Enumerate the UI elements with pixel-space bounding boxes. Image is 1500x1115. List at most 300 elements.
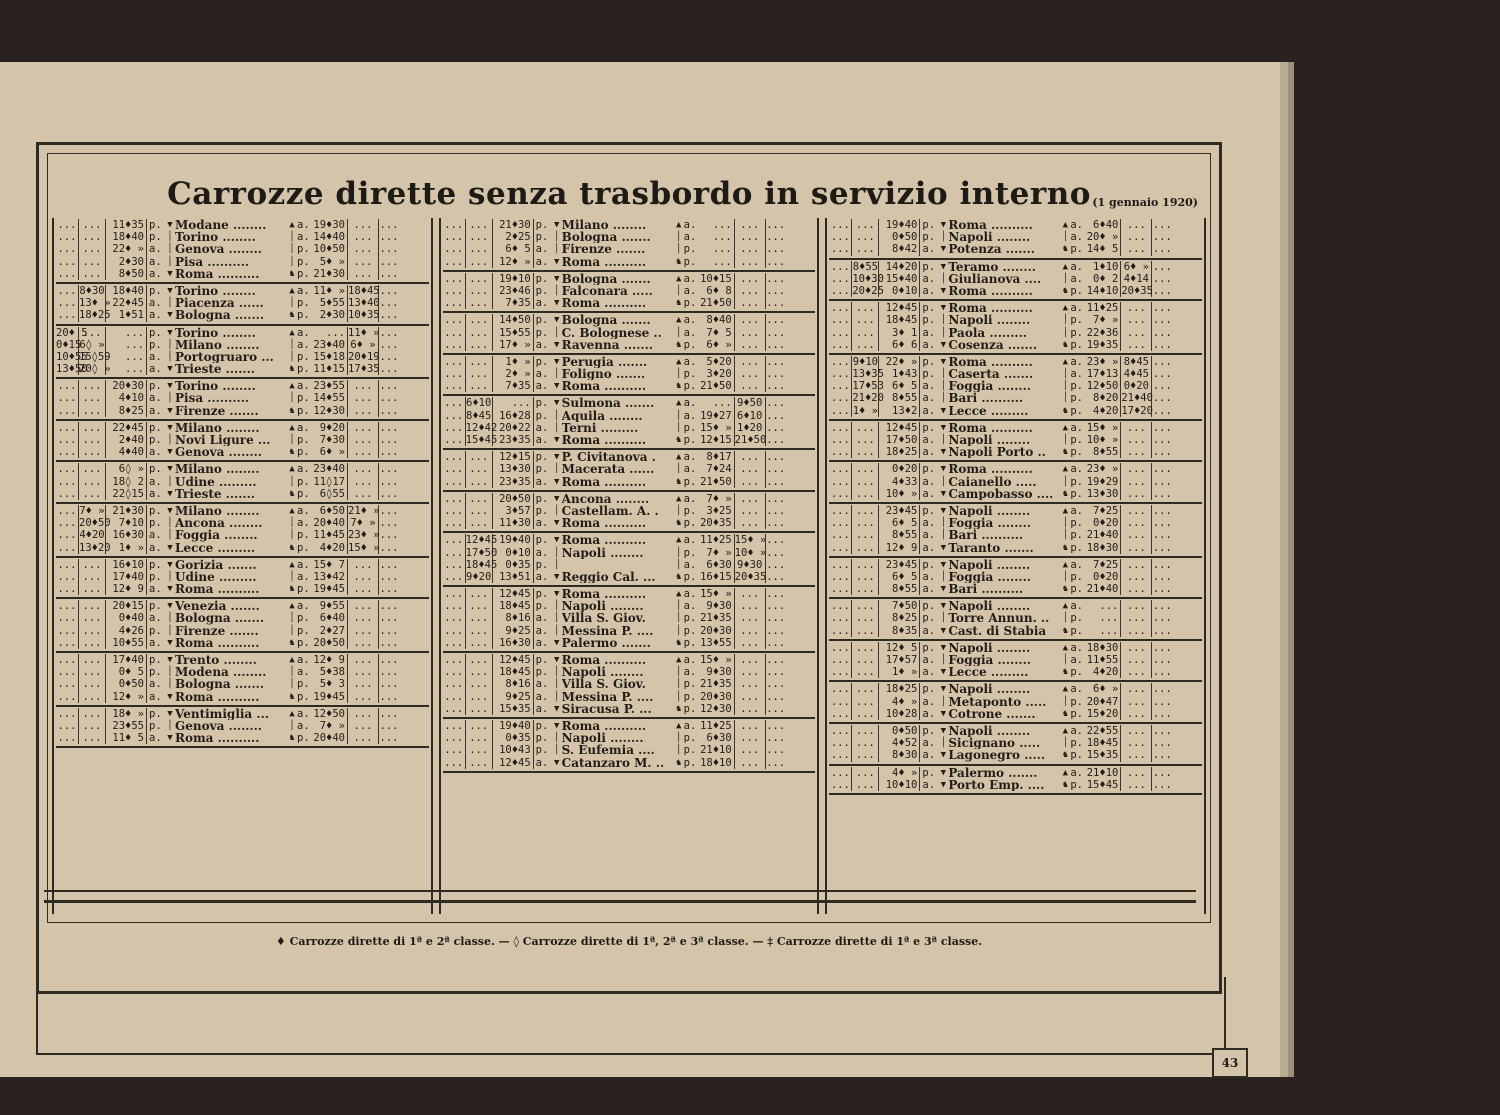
time-cell-5: ... — [348, 559, 379, 571]
arr-dep-flag: p. — [683, 678, 697, 691]
time-cell-1: ... — [829, 725, 852, 737]
time-cell-6: ... — [1152, 463, 1172, 476]
return-time: 20♦47 — [1082, 696, 1121, 708]
departure-time: 0♦35 — [493, 732, 534, 744]
route-row — [829, 749, 1202, 761]
station-name: Palermo ....... — [561, 636, 651, 650]
station-name: Roma .......... — [175, 690, 260, 703]
time-cell-2: ... — [79, 488, 106, 500]
up-arrow-icon: ▲ — [675, 452, 682, 463]
line-icon: ♞ — [1062, 625, 1069, 636]
return-time: 21♦50 — [696, 380, 735, 392]
line-icon: ▼ — [940, 244, 947, 255]
dep-arr-flag: a. — [149, 297, 162, 310]
up-arrow-icon: ▲ — [675, 398, 682, 409]
time-cell-5: ... — [1121, 231, 1152, 243]
departure-time: 13♦2 — [879, 405, 920, 417]
time-cell-6: ... — [379, 463, 399, 476]
time-cell-5: 20♦35 — [1121, 284, 1153, 297]
time-cell-5: ... — [348, 678, 379, 690]
departure-time: 18♦45 — [879, 314, 920, 326]
dep-arr-flag: a. — [149, 363, 162, 376]
route-row — [829, 339, 1202, 351]
return-time: 7♦ » — [696, 493, 735, 505]
arr-dep-flag: p. — [1070, 243, 1083, 256]
time-cell-6: ... — [766, 451, 786, 464]
arr-dep-flag: p. — [1070, 778, 1083, 791]
time-cell-5: ... — [735, 691, 766, 703]
line-icon: │ — [553, 733, 560, 744]
time-cell-2: ... — [852, 219, 879, 231]
time-cell-2: 1♦ » — [852, 404, 878, 417]
time-cell-1: ... — [829, 542, 852, 554]
line-icon: ♞ — [1062, 405, 1069, 416]
time-cell-5: ... — [1121, 767, 1152, 779]
departure-time: 12♦ 5 — [879, 642, 920, 654]
arr-dep-flag: a. — [683, 600, 697, 613]
time-cell-1: ... — [443, 422, 466, 434]
time-cell-2: ... — [852, 231, 879, 243]
time-cell-5: ... — [1121, 476, 1152, 488]
time-cell-6: ... — [766, 475, 786, 488]
time-cell-6: ... — [379, 678, 399, 691]
line-icon: │ — [167, 476, 173, 487]
time-cell-5: 15♦ » — [734, 534, 767, 547]
line-icon: │ — [940, 613, 947, 624]
dep-arr-flag: p. — [535, 600, 549, 613]
dep-arr-flag: p. — [922, 558, 935, 571]
dep-arr-flag: a. — [535, 475, 549, 488]
route-block — [443, 313, 816, 355]
time-cell-1: ... — [443, 219, 466, 231]
line-icon: │ — [675, 232, 682, 243]
time-cell-2: ... — [79, 256, 106, 268]
route-row — [829, 488, 1202, 500]
arr-dep-flag: p. — [1070, 475, 1083, 488]
line-icon: ♞ — [1062, 667, 1069, 678]
departure-time: 0♦20 — [879, 463, 920, 475]
departure-time: ... — [106, 351, 147, 363]
dep-arr-flag: p. — [535, 666, 549, 679]
time-cell-2: ... — [466, 600, 493, 612]
arr-dep-flag: p. — [297, 612, 310, 625]
dep-arr-flag: a. — [535, 690, 549, 703]
route-row — [56, 708, 429, 720]
departure-time: 14♦50 — [493, 314, 534, 326]
time-cell-5: ... — [348, 463, 379, 475]
dep-arr-flag: a. — [535, 624, 549, 637]
arr-dep-flag: a. — [297, 600, 310, 613]
arr-dep-flag: a. — [683, 326, 697, 339]
time-cell-2: ... — [852, 505, 879, 517]
time-cell-6: ... — [766, 243, 786, 256]
time-cell-2: ... — [852, 600, 879, 612]
time-cell-6: ... — [379, 231, 399, 244]
dep-arr-flag: a. — [922, 624, 935, 637]
return-time: ... — [696, 256, 735, 268]
time-cell-1: ... — [443, 720, 466, 732]
time-cell-2: ... — [852, 422, 879, 434]
station-name: Teramo ........ — [948, 260, 1036, 273]
line-icon: │ — [553, 691, 560, 702]
return-time: 11♦55 — [1082, 654, 1121, 666]
dep-arr-flag: p. — [535, 284, 549, 297]
return-time: 9♦30 — [696, 600, 735, 612]
time-cell-1: ... — [56, 654, 79, 666]
station-name: Roma .......... — [948, 284, 1033, 298]
departure-time: 0♦50 — [879, 725, 920, 737]
line-icon: ♞ — [289, 691, 295, 702]
station-name: Napoli ........ — [561, 546, 644, 559]
station-name: Metaponto ..... — [948, 695, 1047, 708]
time-cell-1: ... — [443, 678, 466, 690]
departure-time: 1♦ » — [879, 666, 920, 678]
time-cell-2: ... — [852, 612, 879, 624]
dep-arr-flag: p. — [149, 666, 162, 679]
line-icon: │ — [940, 655, 947, 665]
route-row — [56, 363, 429, 375]
time-cell-1: ... — [56, 678, 79, 690]
arr-dep-flag: p. — [1070, 749, 1083, 762]
time-cell-6: ... — [1152, 695, 1172, 708]
station-name: Roma .......... — [175, 267, 260, 280]
time-cell-6: ... — [1152, 583, 1172, 596]
route-row — [829, 285, 1202, 297]
arr-dep-flag: p. — [1070, 541, 1083, 554]
dep-arr-flag: p. — [535, 654, 549, 666]
time-cell-1: ... — [829, 392, 852, 404]
time-cell-5: ... — [348, 666, 379, 678]
time-cell-6: ... — [766, 546, 786, 559]
departure-time: 0♦35 — [493, 559, 534, 571]
line-icon: │ — [289, 667, 295, 678]
arr-dep-flag: p. — [683, 243, 697, 256]
line-icon: │ — [1062, 476, 1069, 487]
station-name: Roma .......... — [561, 517, 647, 530]
time-cell-1: ... — [829, 368, 852, 380]
down-arrow-icon: ▼ — [940, 220, 947, 230]
dep-arr-flag: p. — [535, 588, 549, 601]
station-name: Napoli ........ — [948, 314, 1031, 327]
time-cell-1: ... — [56, 732, 79, 744]
time-cell-1: ... — [443, 534, 466, 546]
down-arrow-icon: ▼ — [553, 315, 560, 326]
down-arrow-icon: ▼ — [553, 398, 560, 409]
time-cell-5: ... — [348, 405, 379, 417]
return-time: 7♦ » — [309, 720, 348, 732]
station-name: Napoli Porto .. — [948, 446, 1046, 459]
line-icon: │ — [675, 745, 682, 756]
time-cell-6: ... — [766, 463, 786, 476]
time-cell-2: ... — [466, 732, 493, 744]
line-icon: ♞ — [289, 733, 295, 744]
route-row — [443, 757, 816, 769]
return-time: 21♦30 — [309, 268, 348, 280]
time-cell-5: ... — [1121, 463, 1152, 475]
time-cell-5: ... — [1121, 517, 1152, 529]
arr-dep-flag: a. — [683, 492, 697, 505]
return-time: 7♦ » — [1082, 314, 1121, 326]
line-icon: │ — [167, 244, 173, 255]
line-icon: │ — [675, 327, 682, 338]
time-cell-6: ... — [766, 732, 786, 745]
route-row — [829, 231, 1202, 243]
time-cell-5: ... — [735, 231, 766, 243]
time-cell-1: ... — [443, 231, 466, 243]
arr-dep-flag: p. — [297, 404, 310, 417]
departure-time: 7♦35 — [493, 380, 534, 392]
down-arrow-icon: ▼ — [940, 261, 947, 272]
departure-time: ... — [106, 327, 147, 339]
line-icon: │ — [289, 435, 295, 445]
line-icon: │ — [289, 351, 295, 362]
time-cell-6: ... — [766, 517, 786, 530]
return-time: 23♦40 — [309, 339, 348, 351]
departure-time: 4♦52 — [879, 737, 920, 749]
dep-arr-flag: a. — [922, 272, 935, 285]
dep-arr-flag: p. — [149, 504, 162, 517]
up-arrow-icon: ▲ — [289, 464, 295, 475]
time-cell-6: ... — [766, 421, 786, 434]
return-time: 12♦ 9 — [309, 654, 348, 666]
station-name: C. Bolognese .. — [561, 326, 662, 339]
time-cell-6: ... — [379, 600, 399, 613]
route-row — [56, 351, 429, 363]
route-row — [443, 505, 816, 517]
return-time: 15♦20 — [1082, 708, 1121, 720]
down-arrow-icon: ▼ — [553, 273, 560, 284]
station-name: Firenze ....... — [175, 624, 259, 637]
time-cell-1: ... — [443, 559, 466, 571]
route-block — [829, 218, 1202, 260]
departure-time: 12♦ 9 — [879, 542, 920, 554]
line-icon: │ — [289, 339, 295, 350]
arr-dep-flag: p. — [683, 297, 697, 310]
time-cell-6: ... — [379, 654, 399, 666]
return-time: 18♦10 — [696, 757, 735, 769]
return-time: 20♦ » — [1082, 231, 1121, 243]
time-cell-1: ... — [829, 327, 852, 339]
timetable-frame — [36, 142, 1222, 994]
station-name: Cotrone ....... — [948, 707, 1036, 720]
dep-arr-flag: a. — [535, 297, 549, 310]
down-arrow-icon: ▼ — [940, 356, 947, 367]
route-row — [829, 314, 1202, 326]
departure-time: 12♦45 — [879, 302, 920, 314]
return-time: 6♦30 — [696, 732, 735, 744]
line-icon: │ — [167, 518, 173, 529]
station-name: Napoli ........ — [948, 683, 1031, 696]
time-cell-6: ... — [379, 363, 399, 376]
route-row — [443, 666, 816, 678]
time-cell-2: ... — [852, 529, 879, 541]
station-name: Villa S. Giov. — [561, 678, 646, 691]
time-cell-5: ... — [348, 571, 379, 583]
time-cell-6: ... — [379, 612, 399, 625]
route-row — [56, 243, 429, 255]
departure-time: 8♦50 — [106, 268, 147, 280]
time-cell-5: ... — [1121, 559, 1152, 571]
line-icon: ▼ — [553, 476, 560, 487]
time-cell-5: ... — [348, 708, 379, 720]
return-time: 20♦40 — [309, 732, 348, 744]
route-row — [56, 600, 429, 612]
time-cell-2: ... — [852, 517, 879, 529]
dep-arr-flag: a. — [922, 517, 935, 530]
time-cell-1: ... — [443, 691, 466, 703]
return-time: 0♦20 — [1082, 571, 1121, 583]
route-block — [829, 301, 1202, 355]
route-row — [443, 654, 816, 666]
timetable-column — [825, 218, 1206, 914]
line-icon: ▼ — [940, 339, 947, 350]
time-cell-6: ... — [766, 492, 786, 505]
time-cell-5: ... — [735, 256, 766, 268]
time-cell-2: ... — [79, 612, 106, 624]
return-time: 21♦35 — [696, 678, 735, 690]
arr-dep-flag: a. — [297, 463, 310, 476]
time-cell-1: 10♦55 — [56, 350, 88, 363]
dep-arr-flag: a. — [535, 546, 549, 559]
dep-arr-flag: a. — [535, 612, 549, 625]
line-icon: │ — [1062, 393, 1069, 404]
time-cell-5: 6♦ » — [1121, 261, 1152, 273]
arr-dep-flag: p. — [1070, 612, 1083, 625]
station-name: Venezia ....... — [175, 600, 260, 613]
station-name: Napoli ........ — [948, 558, 1031, 571]
station-name: Bari .......... — [948, 583, 1024, 596]
line-icon: ♞ — [289, 447, 295, 458]
station-name: Caianello ..... — [948, 475, 1037, 488]
time-cell-2: ... — [466, 517, 493, 529]
arr-dep-flag: p. — [1070, 695, 1083, 708]
return-time: 4♦20 — [1082, 405, 1121, 417]
departure-time: 9♦25 — [493, 691, 534, 703]
arr-dep-flag: p. — [297, 636, 310, 649]
time-cell-6: ... — [1152, 683, 1172, 696]
time-cell-2: ... — [79, 559, 106, 571]
route-row — [829, 529, 1202, 541]
dep-arr-flag: a. — [149, 309, 162, 322]
dep-arr-flag: p. — [149, 517, 162, 530]
time-cell-2: ... — [79, 422, 106, 434]
arr-dep-flag: a. — [1070, 355, 1083, 368]
time-cell-6: ... — [766, 558, 786, 571]
departure-time: 18♦25 — [879, 683, 920, 695]
return-time: ... — [1082, 600, 1121, 612]
time-cell-1: ... — [443, 600, 466, 612]
arr-dep-flag: p. — [297, 243, 310, 256]
route-row — [829, 380, 1202, 392]
time-cell-5: ... — [735, 517, 766, 529]
route-block — [443, 492, 816, 534]
arr-dep-flag: p. — [297, 529, 310, 542]
return-time: 9♦20 — [309, 422, 348, 434]
time-cell-6: ... — [1152, 517, 1172, 530]
return-time: 15♦18 — [309, 351, 348, 363]
return-time: 8♦17 — [696, 451, 735, 463]
dep-arr-flag: a. — [922, 654, 935, 666]
arr-dep-flag: a. — [297, 570, 310, 583]
line-icon: ♞ — [289, 405, 295, 416]
time-cell-5: ... — [735, 588, 766, 600]
arr-dep-flag: p. — [297, 487, 310, 500]
station-name: Roma .......... — [561, 534, 647, 547]
line-icon: │ — [289, 571, 295, 582]
time-cell-6: ... — [1152, 766, 1172, 779]
time-cell-5: ... — [1121, 505, 1152, 517]
arr-dep-flag: p. — [297, 690, 310, 703]
station-name: Napoli ........ — [561, 732, 644, 745]
route-row — [829, 273, 1202, 285]
time-cell-5: ... — [1121, 654, 1152, 666]
return-time: 6♦40 — [309, 612, 348, 624]
up-arrow-icon: ▲ — [1062, 261, 1069, 272]
station-name: Ancona ........ — [175, 517, 263, 530]
time-cell-5: ... — [1121, 737, 1152, 749]
time-cell-6: ... — [1152, 600, 1172, 613]
up-arrow-icon: ▲ — [1062, 725, 1069, 736]
time-cell-2: ... — [79, 231, 106, 243]
dep-arr-flag: a. — [922, 326, 935, 339]
line-icon: ▼ — [167, 637, 173, 648]
route-row — [829, 463, 1202, 475]
time-cell-1: ... — [829, 571, 852, 583]
departure-time: 2♦ » — [493, 368, 534, 380]
route-row — [56, 392, 429, 404]
time-cell-1: ... — [56, 517, 79, 529]
station-name: Perugia ....... — [561, 355, 648, 369]
route-row — [443, 410, 816, 422]
time-cell-5: ... — [735, 757, 766, 769]
station-name: Paola ......... — [948, 326, 1027, 339]
time-cell-1: ... — [829, 405, 852, 417]
line-icon: ▼ — [553, 637, 560, 648]
time-cell-6: ... — [379, 529, 399, 542]
arr-dep-flag: p. — [683, 624, 697, 637]
line-icon: │ — [940, 571, 947, 582]
time-cell-1: ... — [829, 625, 852, 637]
route-row — [443, 397, 816, 409]
time-cell-1: ... — [829, 463, 852, 475]
time-cell-5: ... — [1121, 302, 1152, 314]
station-name: Pisa .......... — [175, 392, 250, 405]
time-cell-1: ... — [56, 463, 79, 475]
route-row — [829, 559, 1202, 571]
arr-dep-flag: p. — [683, 756, 697, 769]
route-block — [829, 641, 1202, 683]
route-row — [56, 732, 429, 744]
time-cell-1: ... — [829, 505, 852, 517]
time-cell-2: ... — [79, 434, 106, 446]
dep-arr-flag: a. — [149, 636, 162, 649]
arr-dep-flag: p. — [1070, 583, 1083, 596]
return-time: 7♦25 — [1082, 505, 1121, 517]
time-cell-2: ... — [852, 654, 879, 666]
time-cell-2: 8♦30 — [79, 284, 105, 297]
dep-arr-flag: p. — [535, 231, 549, 244]
route-block — [829, 682, 1202, 724]
time-cell-2: ... — [466, 243, 493, 255]
route-row — [829, 517, 1202, 529]
arr-dep-flag: p. — [1070, 446, 1083, 459]
dep-arr-flag: p. — [149, 380, 162, 393]
time-cell-6: ... — [1152, 541, 1172, 554]
time-cell-5: ... — [735, 273, 766, 285]
time-cell-2: ... — [466, 720, 493, 732]
return-time: 12♦50 — [1082, 380, 1121, 392]
time-cell-2: ... — [79, 327, 106, 339]
